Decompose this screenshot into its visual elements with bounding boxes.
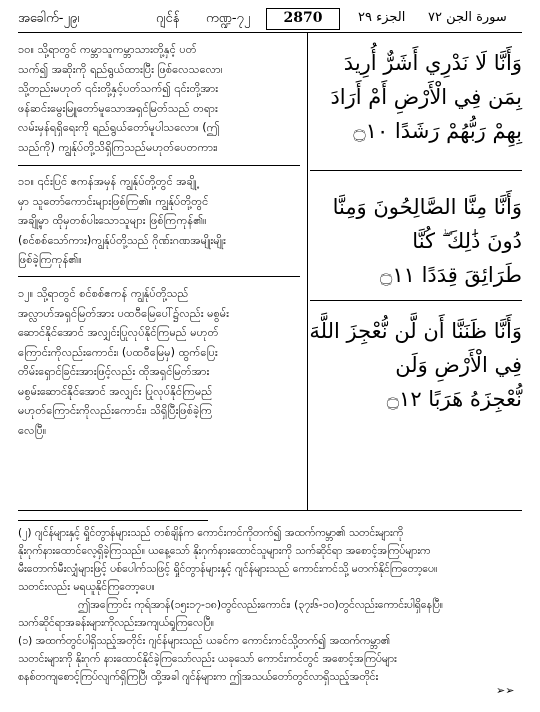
juz-label: الجزء ٢٩ bbox=[358, 10, 406, 25]
text-line: ဆောင်နိုင်အောင် အလျှင်းပြုလုပ်နိုင်ကြမည် မဟုတ် bbox=[18, 326, 219, 339]
footnote-line: (၂) ဂျင်န်များနှင့် ရှိုင်တွာန်များသည် တစ်ချိန်က ကောင်းကင်ကိုတက်၍ အထက်ကမ္ဘာ၏ သတင်းများကို bbox=[18, 527, 404, 539]
text-line: သို့တည်းမဟုတ် ၎င်းတို့နှင့်ပတ်သက်၍ ၎င်းတို့အား bbox=[18, 82, 219, 95]
translation-verse-10 bbox=[18, 40, 300, 157]
arabic-line: فِي الْأَرْضِ وَلَن bbox=[395, 353, 522, 377]
arabic-line: طَرَائِقَ قِدَدًا ۝١١ bbox=[380, 263, 522, 287]
text-line: အလ္လာဟ်အရှင်မြတ်အား ပထဝီမြေပေါ်၌လည်း မစွမ်း bbox=[18, 306, 230, 320]
text-line: ဖြစ်ခဲ့ကြကုန်၏။ bbox=[18, 253, 82, 266]
continue-arrow-icon: ➢➢ bbox=[496, 684, 515, 697]
surah-title: سورة الجن ٧٢ bbox=[428, 10, 507, 25]
text-line: ဖန်ဆင်းမွေးမြူတော်မူသောအရှင်မြတ်သည် တရား bbox=[18, 101, 218, 115]
footnote-line: (၁) အထက်တွင်ပါရှိသည့်အတိုင်း ဂျင်န်များသည် ယခင်က ကောင်းကင်သို့တက်၍ အထက်ကမ္ဘာ၏ bbox=[18, 635, 391, 647]
text-line: ၁၀။ သို့ရာတွင် ကမ္ဘာသူကမ္ဘာသားတို့နှင့် ပတ် bbox=[18, 43, 197, 56]
text-line: လမ်းမှန်ရရှိရေးကို ရည်ရွယ်တော်မူပါသလော။ (ဤ bbox=[18, 121, 220, 134]
footnote-line: နိုးဂုက်နားထောင်လေ့ရှိခဲ့ကြသည်။ ယနေ့သော် နိုးဂုက်နားထောင်သူများကို သက်ဆိုင်ရာ အစောင့်အကြပ်များက bbox=[18, 545, 431, 557]
text-line: ၁၁။ ၎င်းပြင် ဧကန်အမှန် ကျွန်ုပ်တို့တွင် အချို့ bbox=[18, 175, 197, 188]
footnote-line: သတင်းလည်း မရယူနိုင်ကြတော့ပေ။ bbox=[18, 581, 155, 593]
text-line: သည်ကို) ကျွန်ုပ်တို့သိရှိကြသည်မဟုတ်ပေတကား၊ bbox=[18, 140, 218, 154]
paragraph-divider bbox=[18, 276, 300, 277]
quran-verse-12 bbox=[309, 314, 522, 416]
quran-verse-11 bbox=[316, 190, 522, 292]
text-line: လေပြီ။ bbox=[18, 423, 47, 437]
text-line: မဟုတ်ကြောင်းကိုလည်းကောင်း၊ သိရှိပြီးဖြစ်ခဲ့ကြ bbox=[18, 404, 213, 417]
content-bottom-divider bbox=[18, 510, 522, 511]
footnote-line: စနစ်တကျစောင့်ကြပ်လျက်ရှိကြပြီ၊ ထို့အခါ ဂျင်န်များက ဤအသယ်တော်တွင်လာရှိသည့်အတိုင်း bbox=[18, 671, 379, 683]
text-line: မှာ သူတော်ကောင်းများဖြစ်ကြ၏။ ကျွန်ုပ်တို့တွင် bbox=[18, 194, 209, 208]
text-line: ၁၂။ သို့ရာတွင် စင်စစ်ဧကန် ကျွန်ုပ်တို့သည် bbox=[18, 287, 189, 300]
page-header bbox=[18, 8, 522, 32]
volume-label: အခေါက်-၂၉၊ bbox=[18, 11, 80, 26]
verse-divider bbox=[310, 300, 522, 301]
arabic-line: وَأَنَّا ظَنَنَّا أَن لَّن نُّعْجِزَ اللَّهَ bbox=[309, 319, 522, 343]
quran-verse-10 bbox=[316, 46, 522, 148]
text-line: တိမ်းရှောင်ခြင်းအားဖြင့်လည်း ထိုအရှင်မြတ်အား bbox=[18, 365, 210, 378]
arabic-line: بِهِمْ رَبُّهُمْ رَشَدًا ۝١٠ bbox=[353, 119, 522, 143]
footnote-line: သက်ဆိုင်ရာအခန်းများကိုလည်းအကျယ်ရှုကြလေပြီ။ bbox=[18, 617, 215, 629]
translation-verse-11 bbox=[18, 172, 300, 270]
arabic-line: نُّعْجِزَهُ هَرَبًا ۝١٢ bbox=[386, 387, 522, 411]
text-line: အချို့မှာ ထိုမှတစ်ပါးသောသူများ ဖြစ်ကြကုန်၏။ bbox=[18, 214, 207, 227]
text-line: ကြောင်းကိုလည်းကောင်း၊ (ပထဝီမြေမှ) ထွက်ပြေး bbox=[18, 345, 218, 359]
column-divider bbox=[307, 33, 308, 510]
verse-divider bbox=[310, 170, 522, 171]
page-number: 2870 bbox=[266, 8, 340, 30]
arabic-line: وَأَنَّا لَا نَدْرِي أَشَرٌّ أُرِيدَ bbox=[343, 51, 522, 75]
footnote-line: သတင်းများကို နိုးဂုက် နားထောင်နိုင်ခဲ့ကြသော်လည်း ယခုသော် ကောင်းကင်တွင် အစောင့်အကြပ်များ bbox=[18, 653, 397, 665]
footnote-line: ဤအကြောင်း ကုရ်အာန်(၁၅း၁၇-၁၈)တွင်လည်းကောင်း၊ (၃၇း၆-၁၀)တွင်လည်းကောင်းပါရှိနေပြီ။ bbox=[78, 599, 443, 611]
footnote-2 bbox=[18, 524, 522, 632]
header-divider bbox=[18, 32, 522, 33]
arabic-line: بِمَن فِي الْأَرْضِ أَمْ أَرَادَ bbox=[330, 85, 522, 109]
arabic-line: دُونَ ذَٰلِكَ ۖ كُنَّا bbox=[412, 229, 522, 253]
text-line: မစွမ်းဆောင်နိုင်အောင် အလျှင်း ပြုလုပ်နိုင်ကြမည် bbox=[18, 384, 213, 398]
text-line: (စင်စစ်သော်ကား)ကျွန်ုပ်တို့သည် ဂိုဏ်းဂဏအမျိုးမျိုး bbox=[18, 233, 226, 247]
paragraph-divider bbox=[18, 165, 300, 166]
footnote-divider bbox=[18, 520, 208, 521]
text-line: သက်၍ အဆိုးကို ရည်ရွယ်ထားပြီး ဖြစ်လေသလော၊ bbox=[18, 62, 223, 76]
surah-number-label: ကဏ္ဍ-၇၂ bbox=[206, 11, 251, 26]
chapter-name-label: ဂျင်န် bbox=[156, 11, 180, 26]
translation-verse-12 bbox=[18, 284, 300, 440]
footnote-1 bbox=[18, 632, 522, 686]
arabic-line: وَأَنَّا مِنَّا الصَّالِحُونَ وَمِنَّا bbox=[332, 195, 522, 219]
footnote-line: မီးတောက်မီးလျှံများဖြင့် ပစ်ပေါက်သဖြင့် ရှိုင်တွာန်များနှင့် ဂျင်န်များသည် ကောင်းကင်သို့ မတက်နိုင်ကြတော့ပေ။ bbox=[18, 563, 438, 575]
